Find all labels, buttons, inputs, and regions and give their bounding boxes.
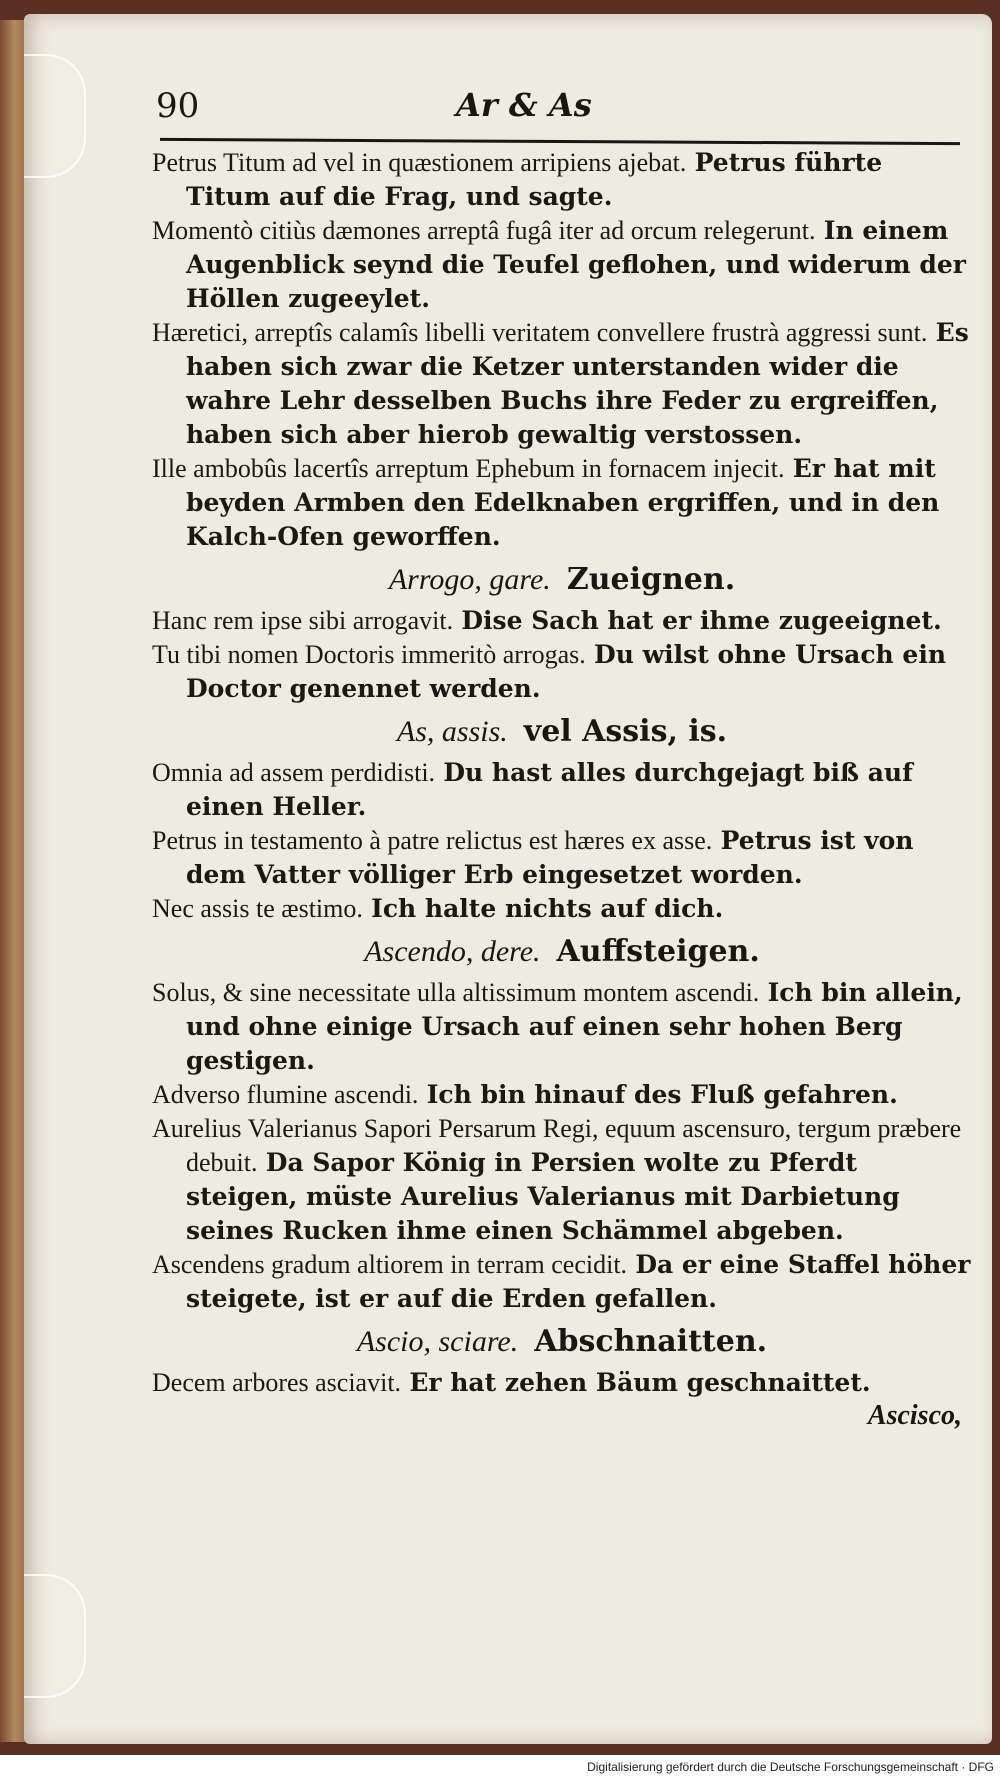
german-text: Ich halte nichts auf dich. <box>371 894 724 923</box>
lemma-latin: Arrogo, gare. <box>388 563 551 596</box>
german-text: In einem Augenblick seynd die Teufel geflohen, und widerum der Höllen zugeeylet. <box>186 216 966 313</box>
german-text: Er hat mit beyden Armben den Edelknaben ergriffen, und in den Kalch-Ofen geworffen. <box>186 454 940 551</box>
latin-text: Momentò citiùs dæmones arreptâ fugâ iter ad orcum relegerunt. <box>152 216 816 245</box>
german-text: Ich bin allein, und ohne einige Ursach auf einen sehr hohen Berg gestigen. <box>186 978 963 1075</box>
latin-text: Ille ambobûs lacertîs arreptum Ephebum in fornacem injecit. <box>152 454 785 483</box>
entry <box>152 604 972 638</box>
latin-text: Hanc rem ipse sibi arrogavit. <box>152 606 454 635</box>
entry <box>152 892 972 926</box>
latin-text: Ascendens gradum altiorem in terram cecidit. <box>152 1250 628 1279</box>
german-text: Er hat zehen Bäum geschnaittet. <box>409 1368 871 1397</box>
german-text: Da er eine Staffel höher steigete, ist er auf die Erden gefallen. <box>186 1250 971 1313</box>
scanner-clip-top <box>24 54 86 178</box>
lemma-latin: Ascio, sciare. <box>356 1325 519 1358</box>
entry <box>152 214 972 316</box>
entry <box>152 146 972 214</box>
german-text: Du hast alles durchgejagt biß auf einen Heller. <box>186 758 913 821</box>
latin-text: Petrus in testamento à patre relictus est hæres ex asse. <box>152 826 713 855</box>
lemma-heading <box>152 710 972 754</box>
lemma-heading <box>152 930 972 974</box>
lemma-heading <box>152 1320 972 1364</box>
running-head: Ar & As <box>456 86 592 124</box>
latin-text: Aurelius Valerianus Sapori Persarum Regi, equum ascensuro, tergum præbere debuit. <box>152 1114 962 1177</box>
dfg-footer: Digitalisierung gefördert durch die Deutsche Forschungsgemeinschaft · DFG <box>587 1760 994 1774</box>
scanner-clip-bottom <box>24 1574 86 1698</box>
latin-text: Tu tibi nomen Doctoris immeritò arrogas. <box>152 640 586 669</box>
lemma-latin: As, assis. <box>396 715 508 748</box>
german-text: Ich bin hinauf des Fluß gefahren. <box>426 1080 898 1109</box>
entry <box>152 638 972 706</box>
entry <box>152 452 972 554</box>
lemma-german: Zueignen. <box>566 562 736 597</box>
german-text: Dise Sach hat er ihme zugeeignet. <box>461 606 942 635</box>
latin-text: Adverso flumine ascendi. <box>152 1080 419 1109</box>
lemma-heading <box>152 558 972 602</box>
german-text: Du wilst ohne Ursach ein Doctor genennet werden. <box>186 640 947 703</box>
german-text: Es haben sich zwar die Ketzer unterstanden wider die wahre Lehr desselben Buchs ihre Feder zu ergreiffen, haben sich aber hierob gewaltig verstossen. <box>186 318 969 449</box>
latin-text: Petrus Titum ad vel in quæstionem arripiens ajebat. <box>152 148 687 177</box>
latin-text: Nec assis te æstimo. <box>152 894 363 923</box>
german-text: Petrus ist von dem Vatter völliger Erb eingesetzet worden. <box>186 826 914 889</box>
entry <box>152 976 972 1078</box>
latin-text: Decem arbores asciavit. <box>152 1368 402 1397</box>
german-text: Petrus führte Titum auf die Frag, und sagte. <box>186 148 883 211</box>
lemma-german: Abschnaitten. <box>534 1324 768 1359</box>
entry <box>152 1078 972 1112</box>
german-text: Da Sapor König in Persien wolte zu Pferdt steigen, müste Aurelius Valerianus mit Darbietung seines Rucken ihme einen Schämmel abgeben. <box>186 1148 900 1245</box>
entry <box>152 1248 972 1316</box>
page-number: 90 <box>156 86 200 126</box>
entry <box>152 756 972 824</box>
latin-text: Solus, & sine necessitate ulla altissimum montem ascendi. <box>152 978 760 1007</box>
entry <box>152 1366 972 1400</box>
entry <box>152 1112 972 1248</box>
dictionary-content <box>152 146 972 1432</box>
lemma-german: Auffsteigen. <box>556 934 760 969</box>
latin-text: Hæretici, arreptîs calamîs libelli veritatem convellere frustrà aggressi sunt. <box>152 318 928 347</box>
entry <box>152 316 972 452</box>
catchword: Ascisco, <box>867 1400 962 1431</box>
entry <box>152 824 972 892</box>
page-header <box>156 86 964 134</box>
lemma-german: vel Assis, is. <box>523 714 728 749</box>
lemma-latin: Ascendo, dere. <box>364 935 541 968</box>
latin-text: Omnia ad assem perdidisti. <box>152 758 436 787</box>
